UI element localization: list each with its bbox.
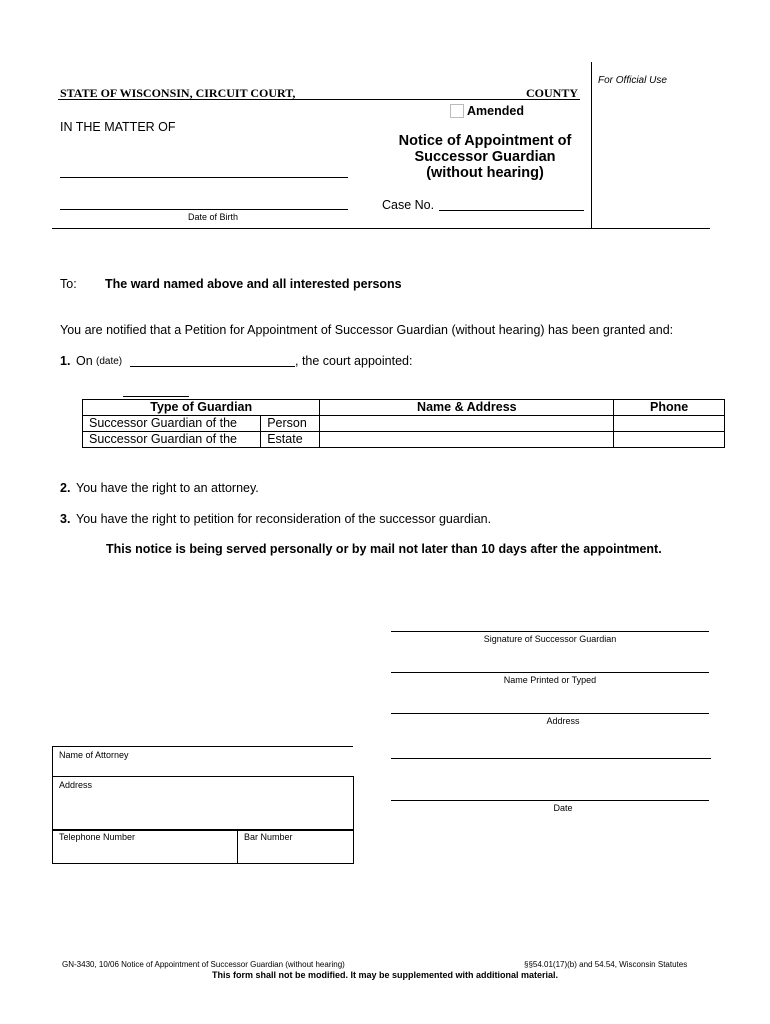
phone-cell[interactable] [614,416,725,432]
table-row [83,432,725,448]
amended-checkbox[interactable] [450,104,464,118]
in-the-matter-of-label: IN THE MATTER OF [60,120,176,134]
guardian-table-header [83,400,725,416]
item3-text: You have the right to petition for reconsideration of the successor guardian. [76,512,492,526]
case-no-line[interactable] [439,210,584,211]
form-title-line1: Notice of Appointment of [398,133,572,149]
amended-label: Amended [467,104,524,118]
attorney-bar-label: Bar Number [244,832,293,842]
item1-on: On [76,354,93,368]
guardian-table [82,399,725,448]
form-title-line3: (without hearing) [426,165,544,181]
to-label: To: [60,277,77,291]
footer-statutes: §§54.01(17)(b) and 54.54, Wisconsin Statutes [524,960,688,969]
footer-form-id: GN-3430, 10/06 Notice of Appointment of Successor Guardian (without hearing) [62,960,345,969]
item1-number: 1. [60,354,71,368]
guardian-of-cell: Person [261,416,320,432]
item2-number: 2. [60,481,71,495]
name-printed-line[interactable] [391,672,709,673]
header-bottom-rule [52,228,710,229]
table-row [83,416,725,432]
item3-number: 3. [60,512,71,526]
form-title [380,133,590,181]
case-no-label: Case No. [382,198,435,212]
attorney-phone-label: Telephone Number [59,832,136,842]
official-use-divider [591,62,592,228]
name-address-cell[interactable] [320,416,614,432]
county-label: COUNTY [526,86,579,100]
header-phone: Phone [614,400,725,416]
attorney-top-line [52,746,353,747]
ward-name-line[interactable] [60,177,348,178]
footer-disclaimer: This form shall not be modified. It may be supplemented with additional material. [211,970,559,980]
guardian-type-cell: Successor Guardian of the [83,416,261,432]
date-label: Date [553,803,573,813]
item2-text: You have the right to an attorney. [76,481,259,495]
phone-cell[interactable] [614,432,725,448]
attorney-address-label: Address [59,780,93,790]
address-line-1[interactable] [391,713,709,714]
header-name-address: Name & Address [320,400,614,416]
notice-text: You are notified that a Petition for Appointment of Successor Guardian (without hearing) has been granted and: [60,323,674,337]
guardian-of-cell: Estate [261,432,320,448]
court-caption: STATE OF WISCONSIN, CIRCUIT COURT, [60,86,296,100]
appointment-date-line[interactable] [130,366,295,367]
date-of-birth-label: Date of Birth [188,212,239,222]
date-line[interactable] [391,800,709,801]
address-line-2[interactable] [391,758,711,759]
item1-date-hint: (date) [96,356,123,367]
official-use-label: For Official Use [598,75,667,86]
attorney-address-box[interactable] [52,776,354,831]
guardian-type-cell: Successor Guardian of the [83,432,261,448]
signature-label: Signature of Successor Guardian [483,634,617,644]
address-label: Address [546,716,580,726]
court-caption-line [58,99,580,100]
item1-suffix: , the court appointed: [295,354,413,368]
header-type-of-guardian: Type of Guardian [83,400,320,416]
table-top-accent [123,396,189,397]
name-address-cell[interactable] [320,432,614,448]
signature-line[interactable] [391,631,709,632]
date-of-birth-line[interactable] [60,209,348,210]
to-recipients: The ward named above and all interested persons [105,277,402,291]
form-title-line2: Successor Guardian [414,149,556,165]
service-notice: This notice is being served personally or by mail not later than 10 days after the appointment. [106,542,662,556]
name-printed-label: Name Printed or Typed [503,675,597,685]
attorney-name-label: Name of Attorney [59,750,129,760]
